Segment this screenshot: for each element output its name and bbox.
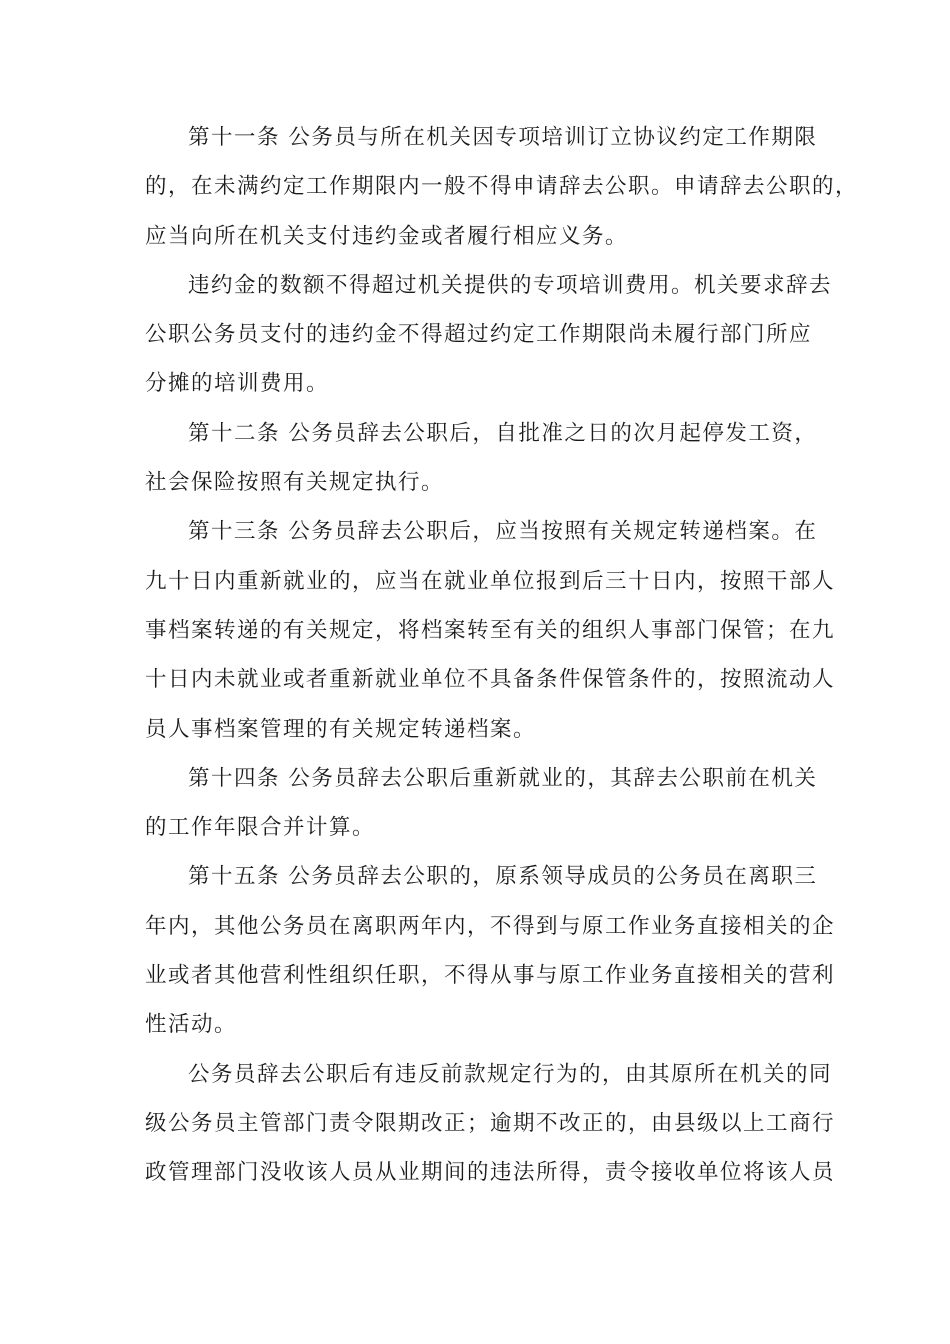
text-line: 应当向所在机关支付违约金或者履行相应义务。 (145, 223, 629, 249)
paragraph-article-13 (145, 507, 836, 753)
text-line: 年内，其他公务员在离职两年内，不得到与原工作业务直接相关的企 (145, 913, 836, 939)
text-line: 社会保险按照有关规定执行。 (145, 470, 445, 496)
text-line: 第十三条 公务员辞去公职后，应当按照有关规定转递档案。在 (188, 519, 818, 545)
paragraph-article-12 (145, 409, 818, 508)
text-line: 的，在未满约定工作期限内一般不得申请辞去公职。申请辞去公职的， (145, 174, 859, 200)
text-line: 九十日内重新就业的，应当在就业单位报到后三十日内，按照干部人 (145, 568, 836, 594)
paragraph-article-15 (145, 852, 836, 1049)
text-line: 级公务员主管部门责令限期改正；逾期不改正的，由县级以上工商行 (145, 1110, 836, 1136)
text-line: 第十四条 公务员辞去公职后重新就业的，其辞去公职前在机关 (188, 765, 818, 791)
text-line: 第十五条 公务员辞去公职的，原系领导成员的公务员在离职三 (188, 864, 818, 890)
paragraph-penalty-amount (145, 261, 833, 409)
text-line: 公务员辞去公职后有违反前款规定行为的，由其原所在机关的同 (188, 1061, 833, 1087)
text-line: 事档案转递的有关规定，将档案转至有关的组织人事部门保管；在九 (145, 617, 836, 643)
paragraph-article-14 (145, 754, 818, 853)
paragraph-violation-handling (145, 1050, 836, 1198)
text-line: 政管理部门没收该人员从业期间的违法所得，责令接收单位将该人员 (145, 1160, 836, 1186)
text-line: 十日内未就业或者重新就业单位不具备条件保管条件的，按照流动人 (145, 667, 836, 693)
document-body (145, 113, 859, 1198)
text-line: 分摊的培训费用。 (145, 371, 330, 397)
text-line: 第十二条 公务员辞去公职后，自批准之日的次月起停发工资， (188, 420, 818, 446)
text-line: 公职公务员支付的违约金不得超过约定工作期限尚未履行部门所应 (145, 322, 813, 348)
paragraph-article-11 (145, 113, 859, 261)
text-line: 的工作年限合并计算。 (145, 815, 376, 841)
text-line: 违约金的数额不得超过机关提供的专项培训费用。机关要求辞去 (188, 272, 833, 298)
text-line: 业或者其他营利性组织任职，不得从事与原工作业务直接相关的营利 (145, 963, 836, 989)
text-line: 员人事档案管理的有关规定转递档案。 (145, 716, 537, 742)
text-line: 第十一条 公务员与所在机关因专项培训订立协议约定工作期限 (188, 125, 818, 150)
text-line: 性活动。 (145, 1012, 238, 1038)
